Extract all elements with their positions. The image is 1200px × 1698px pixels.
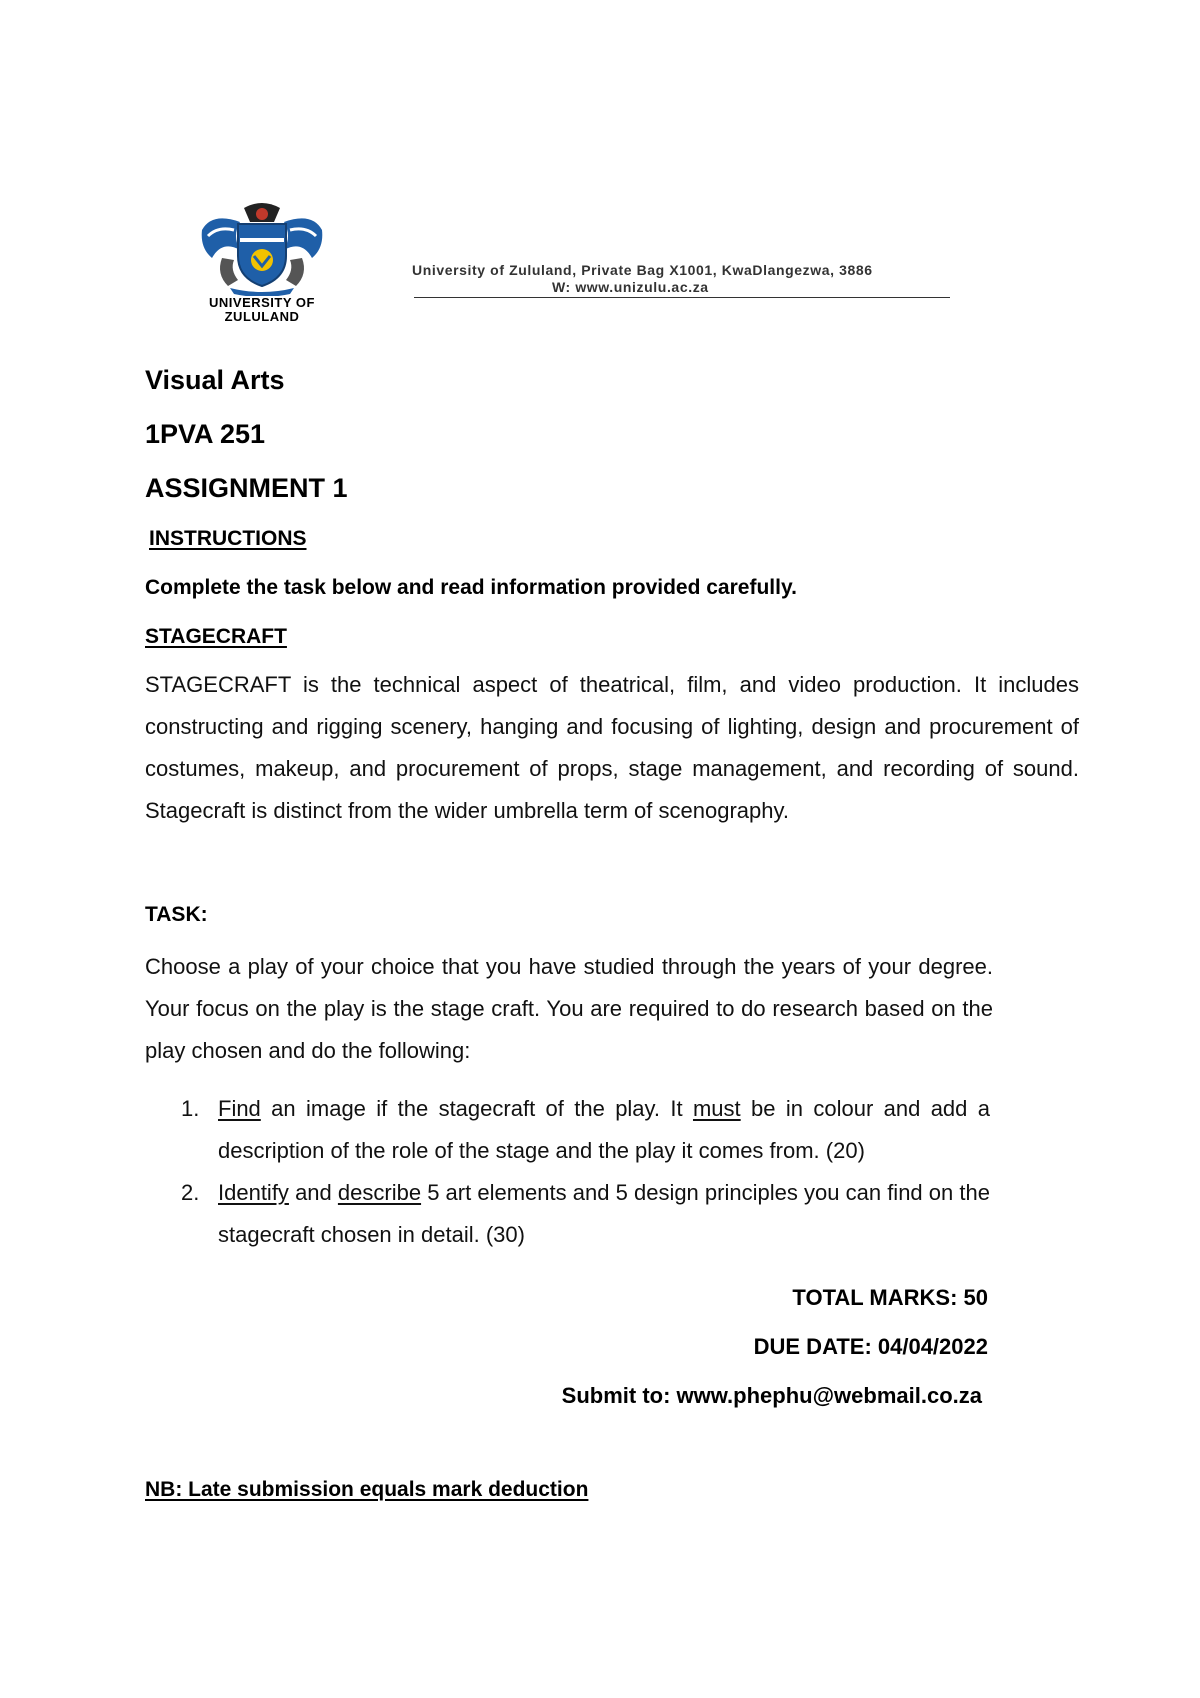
university-logo	[182, 200, 352, 330]
instructions-heading: INSTRUCTIONS	[149, 527, 307, 550]
task-item	[145, 1172, 990, 1256]
submit-to: Submit to: www.phephu@webmail.co.za	[561, 1383, 982, 1408]
course-code: 1PVA 251	[145, 419, 266, 449]
website-line: W: www.unizulu.ac.za	[552, 279, 709, 295]
task-emphasis: describe	[337, 1180, 422, 1205]
task-text: be in colour and add a description of the role of the stage and the play it comes from. (20)	[218, 1096, 990, 1163]
total-marks: TOTAL MARKS: 50	[792, 1285, 988, 1310]
instructions-text: Complete the task below and read information provided carefully.	[145, 576, 797, 599]
due-date: DUE DATE: 04/04/2022	[753, 1334, 988, 1359]
course-title: Visual Arts	[145, 365, 285, 395]
task-item	[145, 1088, 990, 1172]
task-number: 1.	[181, 1096, 200, 1121]
logo-text-line2: ZULULAND	[224, 309, 300, 324]
task-text: an image if the stagecraft of the play. It	[260, 1096, 693, 1121]
task-intro: Choose a play of your choice that you have studied through the years of your degree. Your focus on the play is the stage craft. You are required to do research based on the play chosen and do the following:	[145, 954, 993, 1063]
task-verb: Identify	[218, 1180, 289, 1205]
logo-text-line1: UNIVERSITY OF	[209, 295, 315, 310]
task-number: 2.	[181, 1180, 200, 1205]
letterhead-divider	[414, 297, 950, 298]
stagecraft-heading: STAGECRAFT	[145, 625, 287, 648]
task-list	[145, 1088, 990, 1256]
stagecraft-paragraph: STAGECRAFT is the technical aspect of theatrical, film, and video production. It includes constructing and rigging scenery, hanging and focusing of lighting, design and procurement of costumes, makeup, and procurement of props, stage management, and recording of sound. Stagecraft is distinct from the wider umbrella term of scenography.	[145, 672, 1079, 823]
assignment-title: ASSIGNMENT 1	[145, 473, 348, 503]
coat-of-arms-icon	[182, 200, 342, 296]
task-text: and	[288, 1180, 338, 1205]
task-heading: TASK:	[145, 903, 208, 926]
address-line: University of Zululand, Private Bag X1001, KwaDlangezwa, 3886	[412, 262, 873, 278]
task-verb: Find	[218, 1096, 261, 1121]
task-emphasis: must	[692, 1096, 741, 1121]
late-submission-note: NB: Late submission equals mark deduction	[145, 1478, 589, 1501]
task-text: 5 art elements and 5 design principles you can find on the stagecraft chosen in detail. (30)	[218, 1180, 990, 1247]
